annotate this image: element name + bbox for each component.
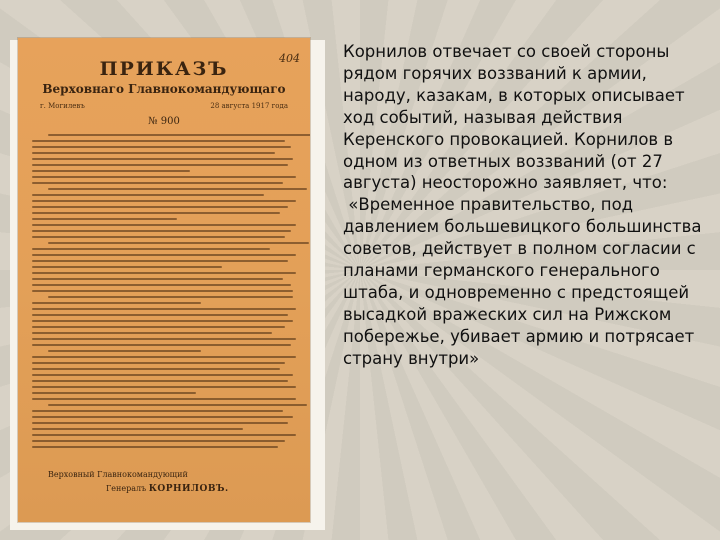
text-paragraph-1: Корнилов отвечает со своей стороны рядом горячих воззваний к армии, народу, казакам, в которых описывает ход событий, называя действия Керенского провокацией. Корнилов в одном из ответных воззваний (от 27 августа) неосторожно заявляет, что: [343,42,690,193]
order-document-image [18,38,310,522]
document-text-line [32,440,285,442]
document-text-line [32,332,272,334]
document-text-line [32,356,296,358]
document-text-line [32,152,275,154]
document-text-line [32,344,291,346]
document-date: 28 августа 1917 года [210,102,288,110]
document-place: г. Могилевъ [40,102,85,110]
slide-text [343,41,711,370]
document-text-line [32,278,283,280]
document-body-text [32,134,296,464]
document-text-line [32,380,288,382]
document-text-line [32,218,177,220]
document-text-line [32,254,296,256]
document-text-line [32,200,296,202]
document-text-line [48,296,294,298]
document-text-line [48,242,309,244]
document-text-line [48,404,307,406]
document-text-line [32,410,283,412]
document-text-line [32,428,243,430]
document-text-line [32,176,296,178]
document-place-date [40,102,288,110]
document-text-line [32,314,288,316]
document-text-line [32,374,293,376]
document-text-line [32,266,222,268]
document-text-line [48,188,307,190]
document-text-line [32,302,201,304]
document-text-line [32,326,285,328]
document-title: ПРИКАЗЪ [99,58,229,80]
document-text-line [32,158,293,160]
document-text-line [32,224,296,226]
document-text-line [32,140,285,142]
document-text-line [32,362,285,364]
document-text-line [32,284,291,286]
document-text-line [32,338,296,340]
document-text-line [48,350,201,352]
document-signature [106,484,229,494]
document-text-line [32,386,296,388]
document-text-line [32,446,278,448]
document-text-line [32,170,190,172]
document-subtitle: Верховнаго Главнокомандующаго [42,82,286,96]
document-text-line [32,260,288,262]
document-text-line [32,290,293,292]
document-text-line [32,212,280,214]
document-signature-name: КОРНИЛОВЪ. [148,484,229,494]
document-text-line [32,248,270,250]
document-text-line [32,308,296,310]
document-order-number: № 900 [148,116,180,127]
document-text-line [32,398,296,400]
document-text-line [32,236,285,238]
document-text-line [32,230,291,232]
document-text-line [48,134,310,136]
document-text-line [32,320,293,322]
document-text-line [32,206,288,208]
text-paragraph-2: «Временное правительство, под давлением большевицкого большинства советов, действует в полном согласии с планами германского генерального штаба, и одновременно с предстоящей высадкой вражеских сил на Рижском побережье, убивает армию и потрясает страну внутри» [343,195,707,368]
document-text-line [32,422,288,424]
document-text-line [32,272,296,274]
document-text-line [32,194,264,196]
document-signature-rank: Генералъ [106,484,147,493]
document-text-line [32,164,288,166]
document-text-line [32,434,296,436]
document-text-line [32,416,293,418]
document-text-line [32,182,283,184]
document-page-number: 404 [279,52,300,65]
document-text-line [32,368,280,370]
document-text-line [32,146,291,148]
document-text-line [32,392,196,394]
document-signature-role: Верховный Главнокомандующий [48,470,188,479]
